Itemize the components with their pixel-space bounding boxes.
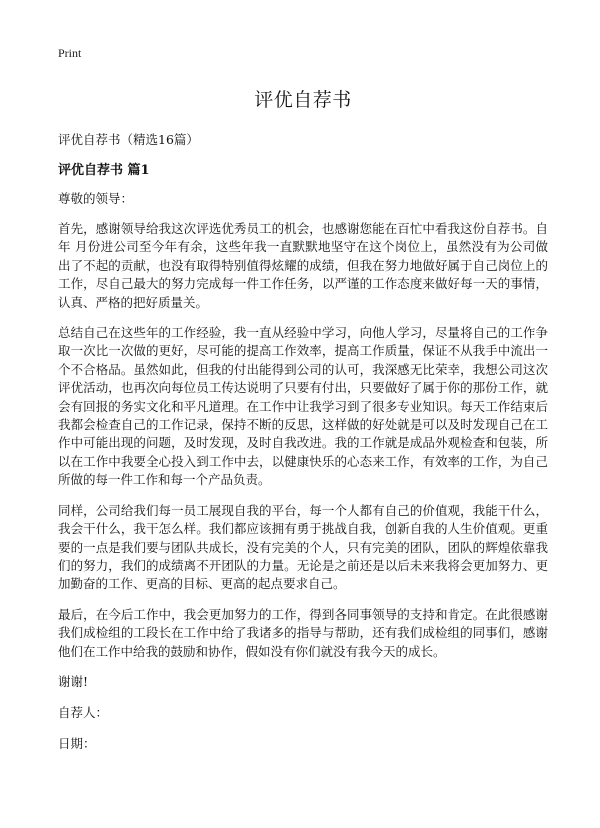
recommender-label: 自荐人：: [58, 704, 109, 720]
print-link[interactable]: Print: [58, 46, 82, 60]
collection-line: 评优自荐书（精选16篇）: [58, 132, 199, 147]
page-title: 评优自荐书: [254, 89, 352, 111]
paragraph-1: 首先，感谢领导给我这次评选优秀员工的机会，也感谢您能在百忙中看我这份自荐书。自年 月份进公司至今年有余，这些年我一直默默地坚守在这个岗位上，虽然没有为公司做出了不起的贡献，也没有取得特别值得炫耀的成绩，但我在努力地做好属于自己岗位上的工作，尽自己最大的努力完成每一件工作任务，以严谨的工作态度来做好每一天的事情，认真、严格的把好质量关。: [58, 221, 548, 310]
date-label: 日期：: [58, 735, 96, 751]
paragraph-3: 同样，公司给我们每一员工展现自我的平台，每一个人都有自己的价值观，我能干什么，我会干什么，我干怎么样。我们都应该拥有勇于挑战自我，创新自我的人生价值观。更重要的一点是我们要与团队共成长，没有完美的个人，只有完美的团队，团队的辉煌依靠我们的努力，我们的成绩离不开团队的力量。无论是之前还是以后未来我将会更加努力、更加勤奋的工作、更高的目标、更高的起点要求自己。: [58, 502, 548, 592]
salutation: 尊敬的领导：: [58, 191, 134, 206]
paragraph-4: 最后，在今后工作中，我会更加努力的工作，得到各同事领导的支持和肯定。在此很感谢我们成检组的工段长在工作中给了我诸多的指导与帮助，还有我们成检组的同事们，感谢他们在工作中给我的鼓励和协作，假如没有你们就没有我今天的成长。: [58, 606, 548, 659]
article-heading: 评优自荐书 篇1: [58, 163, 150, 178]
paragraph-2: 总结自己在这些年的工作经验，我一直从经验中学习，向他人学习，尽量将自己的工作争取一次比一次做的更好，尽可能的提高工作效率，提高工作质量，保证不从我手中流出一个不合格品。虽然如此，但我的付出能得到公司的认可，我深感无比荣幸，我想公司这次评优活动，也再次向每位员工传达说明了只要有付出，只要做好了属于你的那份工作，就会有回报的务实文化和平凡道理。在工作中让我学习到了很多专业知识。每天工作结束后我都会检查自己的工作记录，保持不断的反思，这样做的好处就是可以及时发现自己在工作中可能出现的问题，及时发现，及时自我改进。我的工作就是成品外观检查和包装，所以在工作中我要全心投入到工作中去，以健康快乐的心态来工作，有效率的工作，为自己所做的每一件工作和每一个产品负责。: [58, 325, 548, 488]
closing-thanks: 谢谢!: [58, 673, 89, 689]
